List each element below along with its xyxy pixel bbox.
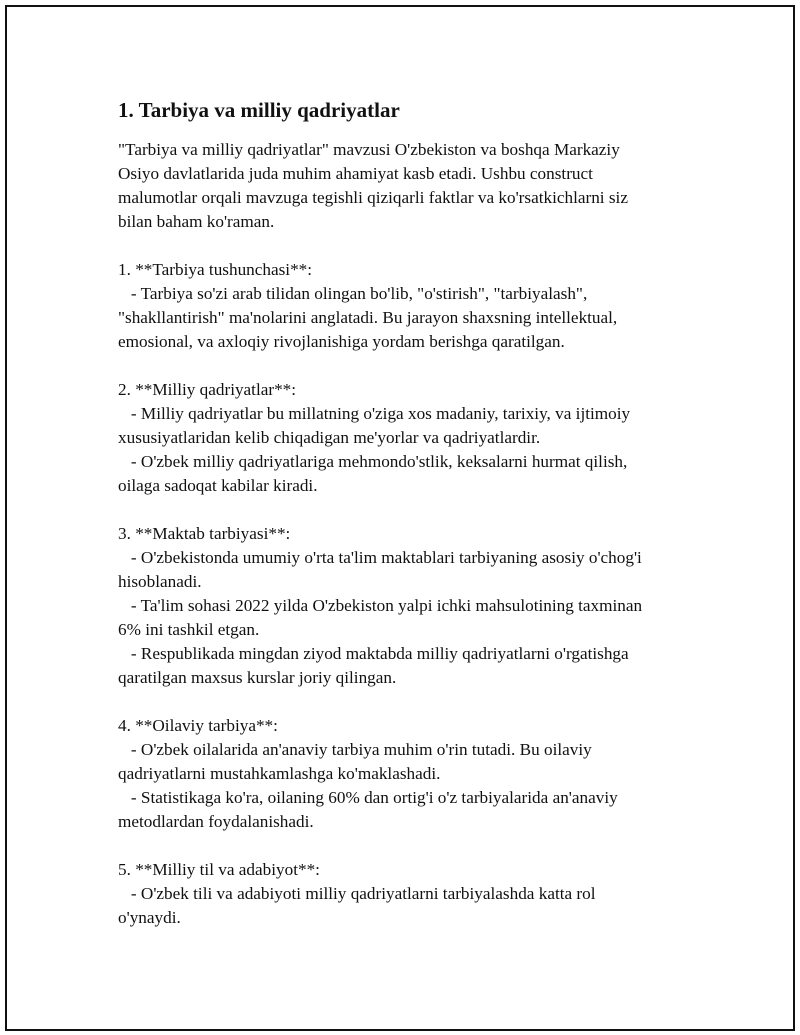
document-page bbox=[5, 5, 795, 1031]
document-content bbox=[118, 95, 698, 930]
document-body-text: "Tarbiya va milliy qadriyatlar" mavzusi O'zbekiston va boshqa Markaziy Osiyo davlatlarida juda muhim ahamiyat kasb etadi. Ushbu construct malumotlar orqali mavzuga tegishli qiziqarli faktlar va ko'rsatkichlarni siz bilan baham ko'raman. 1. **Tarbiya tushunchasi**: - Tarbiya so'zi arab tilidan olingan bo'lib, "o'stirish", "tarbiyalash", "shakllantirish" ma'nolarini anglatadi. Bu jarayon shaxsning intellektual, emosional, va axloqiy rivojlanishiga yordam berishga qaratilgan. 2. **Milliy qadriyatlar**: - Milliy qadriyatlar bu millatning o'ziga xos madaniy, tarixiy, va ijtimoiy xususiyatlaridan kelib chiqadigan me'yorlar va qadriyatlardir. - O'zbek milliy qadriyatlariga mehmondo'stlik, keksalarni hurmat qilish, oilaga sadoqat kabilar kiradi. 3. **Maktab tarbiyasi**: - O'zbekistonda umumiy o'rta ta'lim maktablari tarbiyaning asosiy o'chog'i hisoblanadi. - Ta'lim sohasi 2022 yilda O'zbekiston yalpi ichki mahsulotining taxminan 6% ini tashkil etgan. - Respublikada mingdan ziyod maktabda milliy qadriyatlarni o'rgatishga qaratilgan maxsus kurslar joriy qilingan. 4. **Oilaviy tarbiya**: - O'zbek oilalarida an'anaviy tarbiya muhim o'rin tutadi. Bu oilaviy qadriyatlarni mustahkamlashga ko'maklashadi. - Statistikaga ko'ra, oilaning 60% dan ortig'i o'z tarbiyalarida an'anaviy metodlardan foydalanishadi. 5. **Milliy til va adabiyot**: - O'zbek tili va adabiyoti milliy qadriyatlarni tarbiyalashda katta rol o'ynaydi. bbox=[118, 140, 643, 927]
document-title: 1. Tarbiya va milliy qadriyatlar bbox=[118, 98, 400, 122]
